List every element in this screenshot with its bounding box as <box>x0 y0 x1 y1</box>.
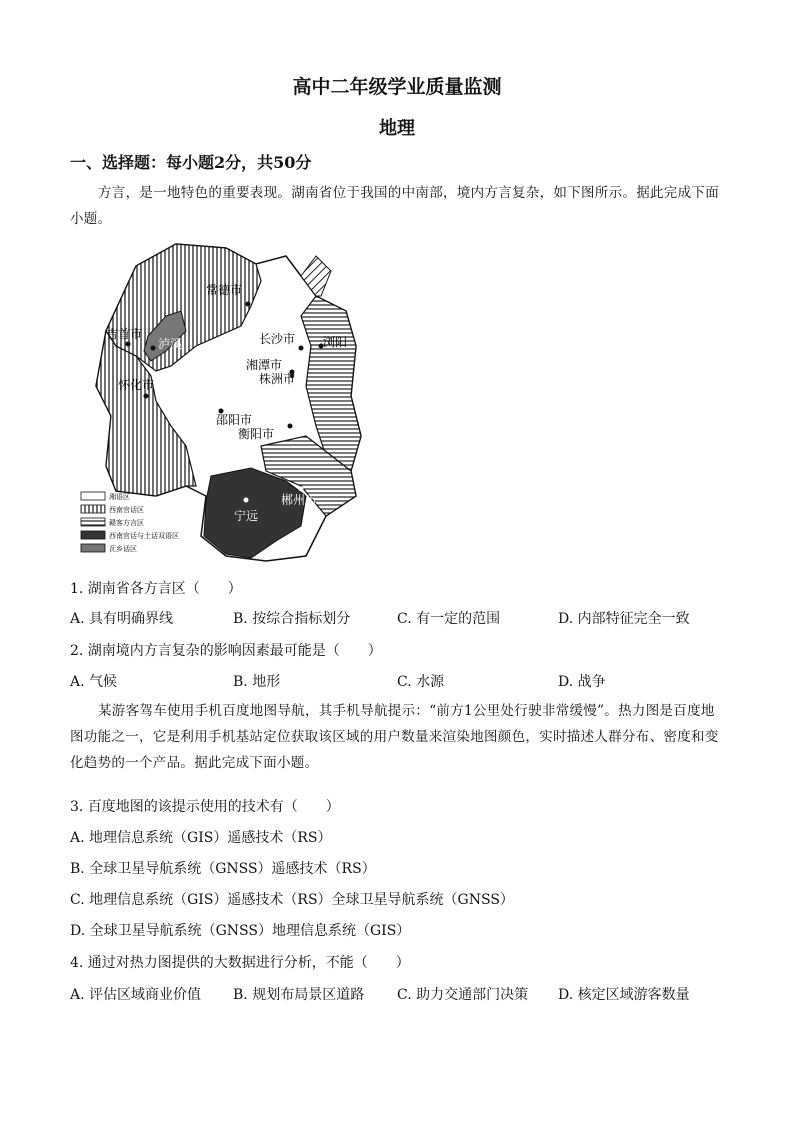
city-label-changsha: 长沙市 <box>259 332 296 346</box>
legend-bilingual: 西南官话与土话双语区 <box>109 532 179 540</box>
question-2-stem: 2. 湖南境内方言复杂的影响因素最可能是（ ） <box>70 643 382 659</box>
q3-option-b[interactable]: B. 全球卫星导航系统（GNSS）遥感技术（RS） <box>70 861 376 877</box>
legend-xiang: 湘语区 <box>109 493 130 501</box>
q1-option-b[interactable]: B. 按综合指标划分 <box>233 611 351 627</box>
hunan-dialect-map <box>76 236 366 562</box>
city-label-liuyang: 浏阳 <box>323 335 348 349</box>
city-label-chenzhou: 郴州市 <box>281 493 318 507</box>
q1-option-c[interactable]: C. 有一定的范围 <box>397 611 501 627</box>
q2-option-c[interactable]: C. 水源 <box>397 674 445 690</box>
city-label-huaihua: 怀化市 <box>118 378 155 392</box>
legend-sw-mandarin: 西南官话区 <box>109 506 144 514</box>
q4-option-a[interactable]: A. 评估区域商业价值 <box>70 987 202 1003</box>
city-label-luxi: 泸溪 <box>158 337 183 351</box>
city-label-jishou: 吉首市 <box>106 327 143 341</box>
q3-option-a[interactable]: A. 地理信息系统（GIS）遥感技术（RS） <box>70 830 332 846</box>
q1-option-d[interactable]: D. 内部特征完全一致 <box>558 611 690 627</box>
city-label-shaoyang: 邵阳市 <box>216 413 253 427</box>
legend-waxiang: 瓦乡话区 <box>109 545 137 553</box>
question-1-stem: 1. 湖南省各方言区（ ） <box>70 581 242 597</box>
map-legend <box>81 492 179 553</box>
q4-option-c[interactable]: C. 助力交通部门决策 <box>397 987 529 1003</box>
city-label-hengyang: 衡阳市 <box>238 427 275 441</box>
q2-option-b[interactable]: B. 地形 <box>233 674 281 690</box>
passage-2: 某游客驾车使用手机百度地图导航，其手机导航提示：“前方1公里处行驶非常缓慢”。热力图是百度地图功能之一，它是利用手机基站定位获取该区域的用户数量来渲染地图颜色，实时描述人群分布、密度和变化趋势的一个产品。据此完成下面小题。 <box>70 703 719 771</box>
q1-option-a[interactable]: A. 具有明确界线 <box>70 611 174 627</box>
q3-option-c[interactable]: C. 地理信息系统（GIS）遥感技术（RS）全球卫星导航系统（GNSS） <box>70 892 514 908</box>
city-label-xiangtan: 湘潭市 <box>246 358 283 372</box>
question-3-stem: 3. 百度地图的该提示使用的技术有（ ） <box>70 799 340 815</box>
q3-option-d[interactable]: D. 全球卫星导航系统（GNSS）地理信息系统（GIS） <box>70 923 411 939</box>
q2-option-d[interactable]: D. 战争 <box>558 674 606 690</box>
city-label-changde: 常德市 <box>206 283 243 297</box>
city-label-ningyuan: 宁远 <box>234 509 259 523</box>
legend-gan-hakka: 赣客方言区 <box>109 519 144 527</box>
city-label-zhuzhou: 株洲市 <box>259 372 296 386</box>
q2-option-a[interactable]: A. 气候 <box>70 674 118 690</box>
passage-1: 方言，是一地特色的重要表现。湖南省位于我国的中南部，境内方言复杂，如下图所示。据此完成下面小题。 <box>70 185 719 227</box>
question-4-stem: 4. 通过对热力图提供的大数据进行分析，不能（ ） <box>70 955 410 971</box>
subject-title: 地理 <box>379 118 415 139</box>
q4-option-b[interactable]: B. 规划布局景区道路 <box>233 987 365 1003</box>
document-title: 高中二年级学业质量监测 <box>292 76 502 98</box>
q4-option-d[interactable]: D. 核定区域游客数量 <box>558 987 690 1003</box>
section-heading: 一、选择题：每小题2分，共50分 <box>70 153 312 172</box>
